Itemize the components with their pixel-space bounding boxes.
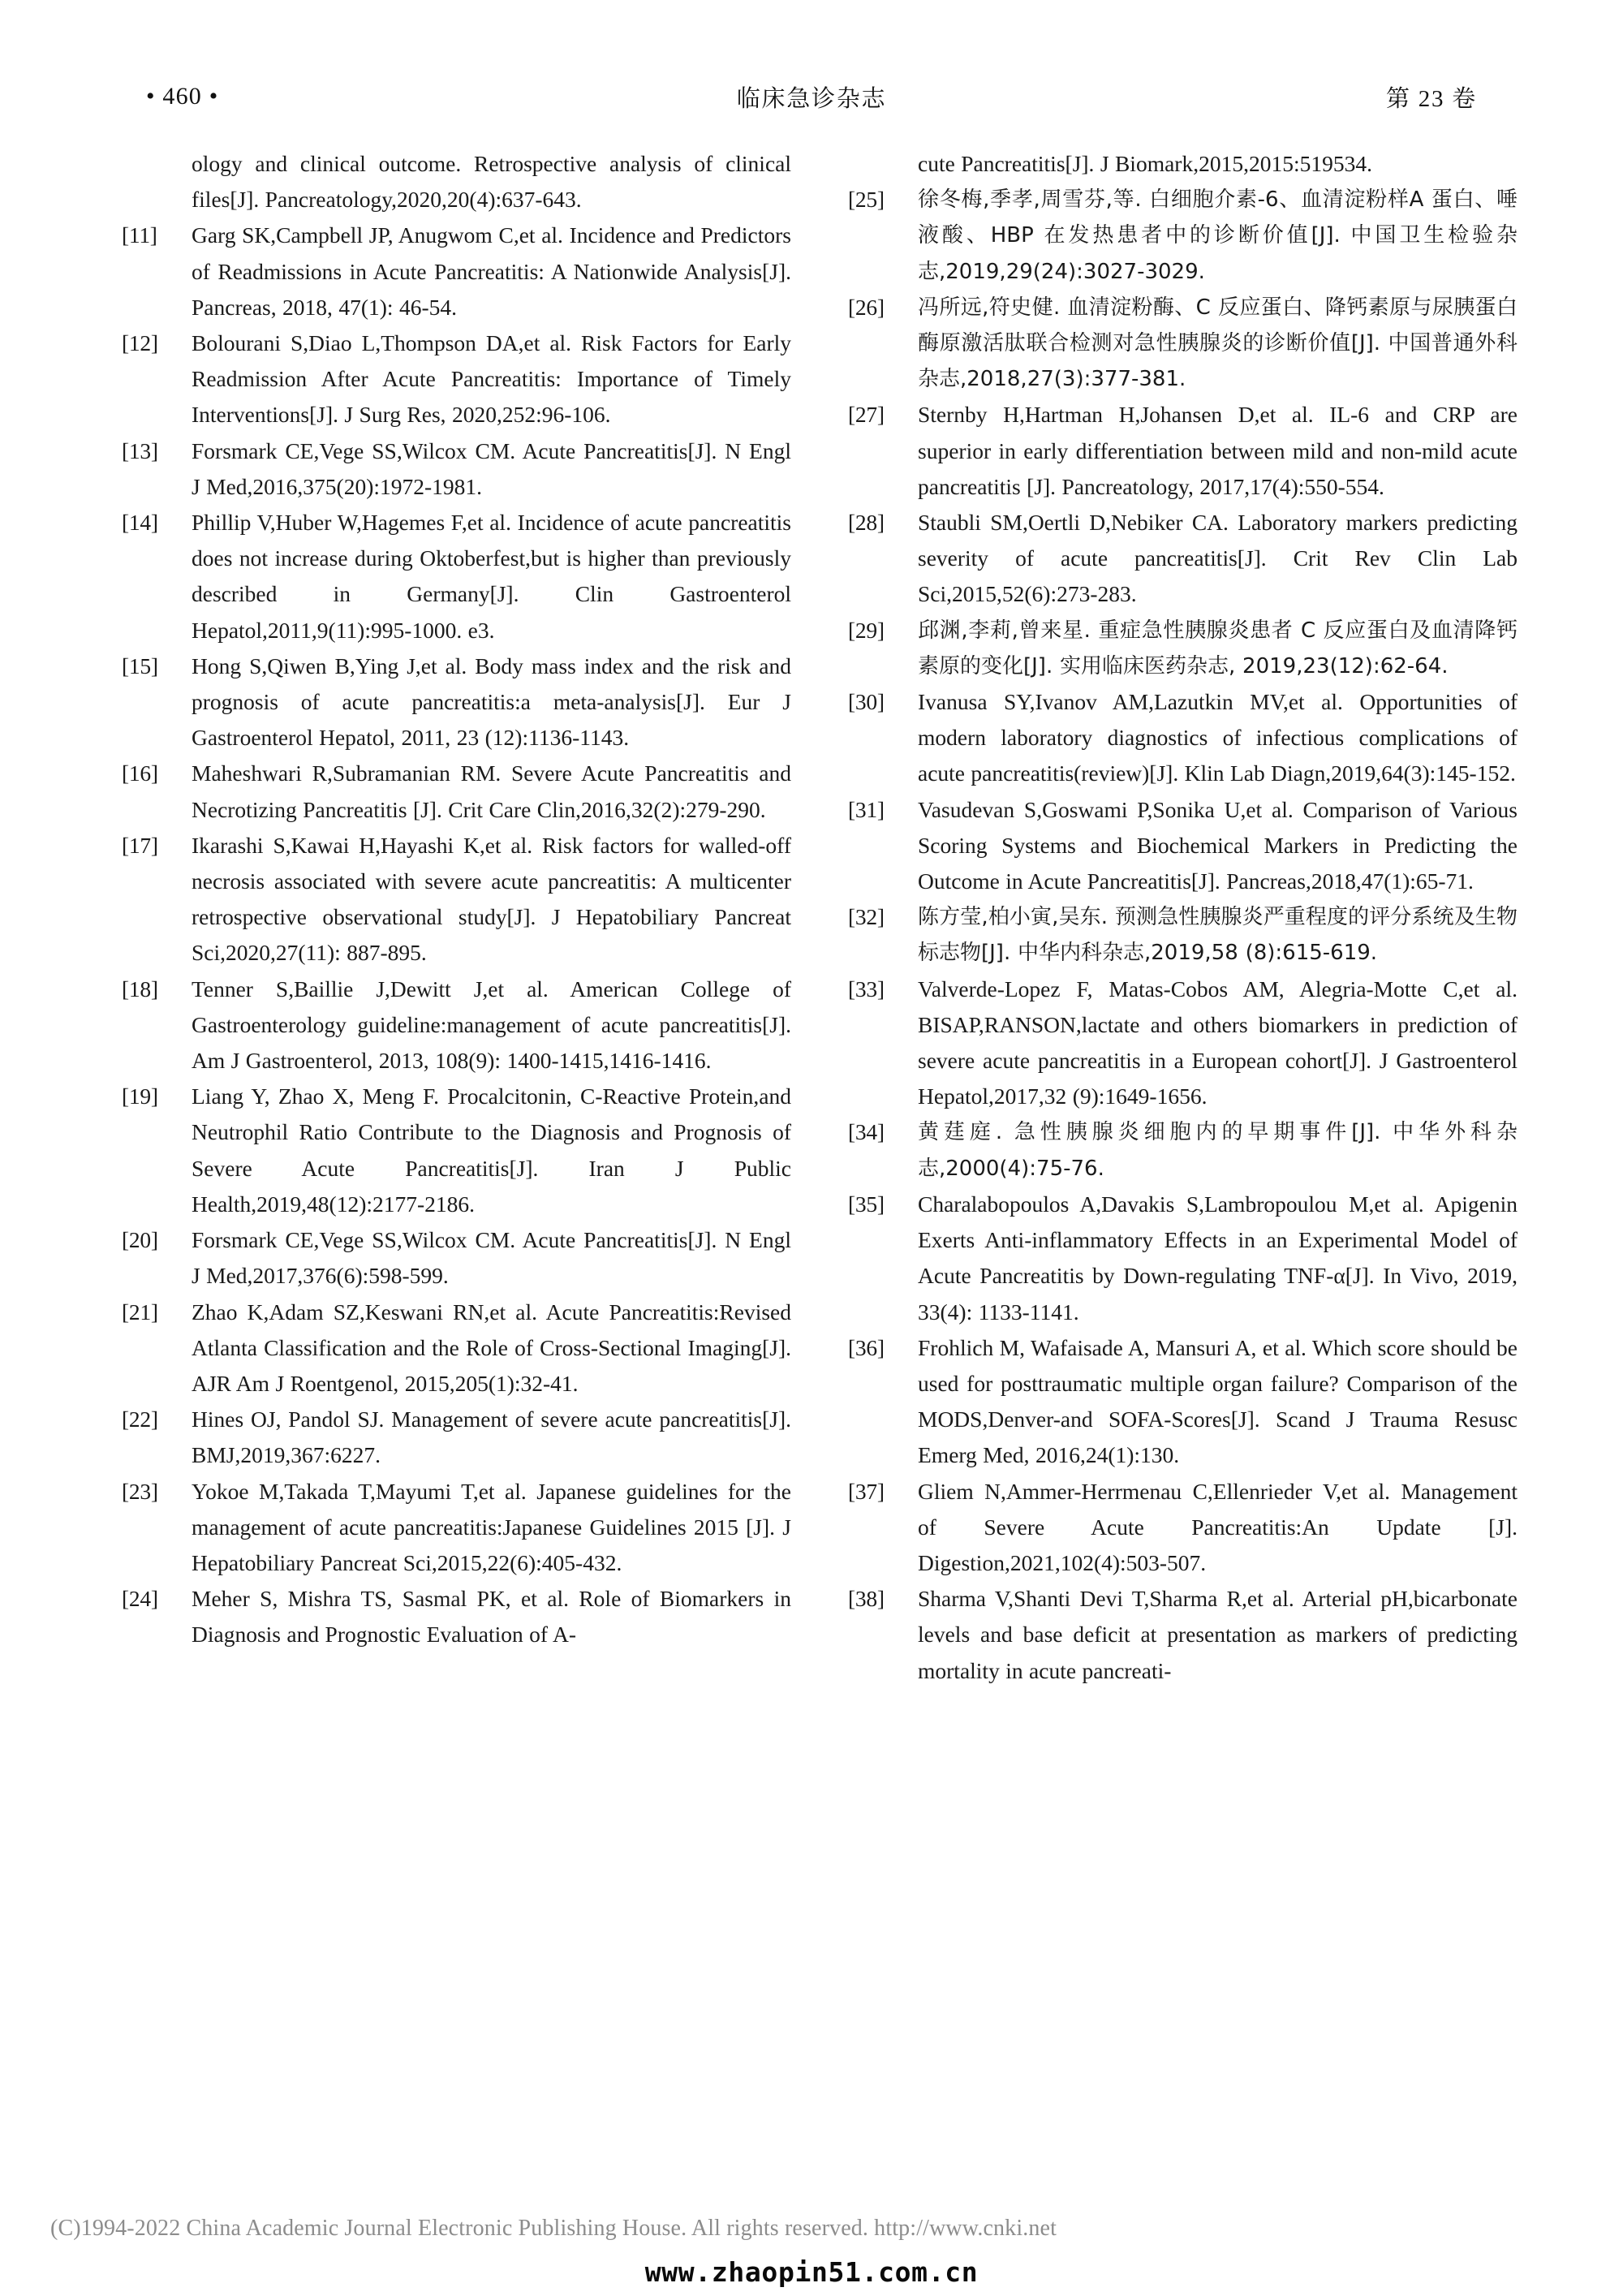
right-column (848, 146, 1518, 1689)
reference-entry (122, 1402, 791, 1473)
reference-text: 陈方莹,柏小寅,吴东. 预测急性胰腺炎严重程度的评分系统及生物标志物[J]. 中华内科杂志,2019,58 (8):615-619. (918, 905, 1518, 966)
reference-entry (122, 648, 791, 756)
reference-text: 冯所远,符史健. 血清淀粉酶、C 反应蛋白、降钙素原与尿胰蛋白酶原激活肽联合检测对急性胰腺炎的诊断价值[J]. 中国普通外科杂志,2018,27(3):377-381. (918, 295, 1518, 392)
reference-entry (122, 146, 791, 218)
reference-number: [13] (122, 437, 158, 463)
reference-text: Sharma V,Shanti Devi T,Sharma R,et al. Arterial pH,bicarbonate levels and base deficit at presentation as markers of predicting mortality in acute pancreati- (918, 1586, 1518, 1683)
reference-number: [35] (848, 1191, 885, 1217)
reference-entry (122, 828, 791, 971)
reference-text: Gliem N,Ammer-Herrmenau C,Ellenrieder V,et al. Management of Severe Acute Pancreatitis:An Update [J]. Digestion,2021,102(4):503-507. (918, 1478, 1518, 1575)
reference-number: [25] (848, 187, 885, 213)
reference-number: [30] (848, 689, 885, 715)
reference-entry (122, 505, 791, 648)
reference-entry (848, 146, 1518, 182)
reference-text: Bolourani S,Diao L,Thompson DA,et al. Risk Factors for Early Readmission After Acute Pancreatitis: Importance of Timely Interventions[J]. J Surg Res, 2020,252:96-106. (192, 330, 791, 428)
running-head (146, 78, 1477, 115)
reference-entry (122, 1581, 791, 1652)
reference-text: Valverde-Lopez F, Matas-Cobos AM, Alegria-Motte C,et al. BISAP,RANSON,lactate and others biomarkers in prediction of severe acute pancreatitis in a European cohort[J]. J Gastroenterol Hepatol,2017,32 (9):1649-1656. (918, 976, 1518, 1109)
reference-number: [21] (122, 1299, 158, 1325)
reference-number: [11] (122, 222, 157, 248)
left-column (122, 146, 791, 1689)
page-number: • 460 • (146, 83, 219, 110)
reference-text: Liang Y, Zhao X, Meng F. Procalcitonin, C-Reactive Protein,and Neutrophil Ratio Contribute to the Diagnosis and Prognosis of Severe Acute Pancreatitis[J]. Iran J Public Health,2019,48(12):2177-2186. (192, 1083, 791, 1217)
reference-text: Hines OJ, Pandol SJ. Management of severe acute pancreatitis[J]. BMJ,2019,367:6227. (192, 1406, 791, 1468)
reference-entry (848, 1330, 1518, 1474)
reference-text: Forsmark CE,Vege SS,Wilcox CM. Acute Pancreatitis[J]. N Engl J Med,2016,375(20):1972-1981. (192, 437, 791, 499)
reference-entry (848, 505, 1518, 613)
reference-number: [27] (848, 402, 885, 428)
reference-text: Ivanusa SY,Ivanov AM,Lazutkin MV,et al. Opportunities of modern laboratory diagnostics of infectious complications of acute pancreatitis(review)[J]. Klin Lab Diagn,2019,64(3):145-152. (918, 689, 1518, 786)
reference-entry (848, 290, 1518, 398)
reference-text: 徐冬梅,季孝,周雪芬,等. 白细胞介素-6、血清淀粉样A 蛋白、唾液酸、HBP 在发热患者中的诊断价值[J]. 中国卫生检验杂志,2019,29(24):3027-3029. (918, 187, 1518, 284)
reference-text: 黄莛庭. 急性胰腺炎细胞内的早期事件[J]. 中华外科杂志,2000(4):75-76. (918, 1120, 1518, 1181)
reference-entry (122, 433, 791, 505)
reference-entry (848, 971, 1518, 1115)
reference-text: Ikarashi S,Kawai H,Hayashi K,et al. Risk factors for walled-off necrosis associated with severe acute pancreatitis: A multicenter retrospective observational study[J]. J Hepatobiliary Pancreat Sci,2020,27(11): 887-895. (192, 832, 791, 966)
reference-text: Forsmark CE,Vege SS,Wilcox CM. Acute Pancreatitis[J]. N Engl J Med,2017,376(6):598-599. (192, 1227, 791, 1289)
volume-label: 第 23 卷 (1386, 85, 1477, 112)
reference-entry (122, 218, 791, 325)
reference-entry (848, 613, 1518, 684)
reference-number: [22] (122, 1406, 158, 1432)
reference-number: [24] (122, 1586, 158, 1612)
reference-number: [36] (848, 1334, 885, 1360)
reference-entry (122, 756, 791, 827)
reference-number: [31] (848, 796, 885, 822)
reference-number: [33] (848, 976, 885, 1002)
reference-number: [15] (122, 653, 158, 678)
reference-number: [14] (122, 510, 158, 536)
reference-text: Staubli SM,Oertli D,Nebiker CA. Laboratory markers predicting severity of acute pancreatitis[J]. Crit Rev Clin Lab Sci,2015,52(6):273-283. (918, 510, 1518, 607)
reference-entry (122, 1474, 791, 1582)
reference-text: cute Pancreatitis[J]. J Biomark,2015,2015:519534. (918, 151, 1372, 176)
reference-entry (848, 1474, 1518, 1582)
reference-number: [18] (122, 976, 158, 1002)
reference-entry (848, 684, 1518, 792)
reference-number: [23] (122, 1478, 158, 1504)
reference-text: Hong S,Qiwen B,Ying J,et al. Body mass index and the risk and prognosis of acute pancreatitis:a meta-analysis[J]. Eur J Gastroenterol Hepatol, 2011, 23 (12):1136-1143. (192, 653, 791, 751)
reference-text: Vasudevan S,Goswami P,Sonika U,et al. Comparison of Various Scoring Systems and Biochemical Markers in Predicting the Outcome in Acute Pancreatitis[J]. Pancreas,2018,47(1):65-71. (918, 796, 1518, 894)
copyright-notice: (C)1994-2022 China Academic Journal Electronic Publishing House. All rights reserved. http://www.cnki.net (50, 2216, 1057, 2241)
watermark-url: www.zhaopin51.com.cn (644, 2256, 979, 2288)
reference-entry (848, 792, 1518, 900)
reference-number: [17] (122, 832, 158, 858)
reference-text: 邱渊,李莉,曾来星. 重症急性胰腺炎患者 C 反应蛋白及血清降钙素原的变化[J]. 实用临床医药杂志, 2019,23(12):62-64. (918, 618, 1518, 678)
reference-entry (122, 1222, 791, 1294)
reference-entry (848, 182, 1518, 290)
reference-text: Phillip V,Huber W,Hagemes F,et al. Incidence of acute pancreatitis does not increase during Oktoberfest,but is higher than previously described in Germany[J]. Clin Gastroenterol Hepatol,2011,9(11):995-1000. e3. (192, 510, 791, 643)
reference-text: Yokoe M,Takada T,Mayumi T,et al. Japanese guidelines for the management of acute pancreatitis:Japanese Guidelines 2015 [J]. J Hepatobiliary Pancreat Sci,2015,22(6):405-432. (192, 1478, 791, 1575)
reference-columns (122, 146, 1518, 1689)
reference-number: [19] (122, 1083, 158, 1109)
reference-entry (848, 1581, 1518, 1689)
reference-number: [26] (848, 294, 885, 320)
reference-number: [37] (848, 1478, 885, 1504)
reference-entry (848, 1187, 1518, 1330)
reference-text: ology and clinical outcome. Retrospective analysis of clinical files[J]. Pancreatology,2020,20(4):637-643. (192, 151, 791, 213)
journal-title: 临床急诊杂志 (736, 84, 887, 112)
reference-number: [12] (122, 330, 158, 356)
reference-number: [20] (122, 1227, 158, 1253)
reference-text: Frohlich M, Wafaisade A, Mansuri A, et al. Which score should be used for posttraumatic multiple organ failure? Comparison of the MODS,Denver-and SOFA-Scores[J]. Scand J Trauma Resusc Emerg Med, 2016,24(1):130. (918, 1334, 1518, 1468)
reference-text: Garg SK,Campbell JP, Anugwom C,et al. Incidence and Predictors of Readmissions in Acute Pancreatitis: A Nationwide Analysis[J]. Pancreas, 2018, 47(1): 46-54. (192, 222, 791, 320)
reference-number: [34] (848, 1119, 885, 1145)
reference-entry (848, 1114, 1518, 1186)
reference-text: Meher S, Mishra TS, Sasmal PK, et al. Role of Biomarkers in Diagnosis and Prognostic Evaluation of A- (192, 1586, 791, 1648)
reference-text: Tenner S,Baillie J,Dewitt J,et al. American College of Gastroenterology guideline:management of acute pancreatitis[J]. Am J Gastroenterol, 2013, 108(9): 1400-1415,1416-1416. (192, 976, 791, 1074)
reference-entry (122, 971, 791, 1079)
reference-entry (122, 1294, 791, 1402)
reference-number: [29] (848, 617, 885, 643)
reference-number: [32] (848, 904, 885, 930)
reference-entry (848, 397, 1518, 505)
reference-entry (122, 325, 791, 433)
reference-number: [38] (848, 1586, 885, 1612)
reference-text: Maheshwari R,Subramanian RM. Severe Acute Pancreatitis and Necrotizing Pancreatitis [J]. Crit Care Clin,2016,32(2):279-290. (192, 760, 791, 822)
reference-text: Sternby H,Hartman H,Johansen D,et al. IL-6 and CRP are superior in early differentiation between mild and non-mild acute pancreatitis [J]. Pancreatology, 2017,17(4):550-554. (918, 402, 1518, 499)
reference-entry (848, 899, 1518, 971)
reference-number: [28] (848, 510, 885, 536)
reference-text: Zhao K,Adam SZ,Keswani RN,et al. Acute Pancreatitis:Revised Atlanta Classification and the Role of Cross-Sectional Imaging[J]. AJR Am J Roentgenol, 2015,205(1):32-41. (192, 1299, 791, 1396)
reference-number: [16] (122, 760, 158, 786)
reference-entry (122, 1079, 791, 1222)
reference-text: Charalabopoulos A,Davakis S,Lambropoulou M,et al. Apigenin Exerts Anti-inflammatory Effects in an Experimental Model of Acute Pancreatitis by Down-regulating TNF-α[J]. In Vivo, 2019, 33(4): 1133-1141. (918, 1191, 1518, 1325)
